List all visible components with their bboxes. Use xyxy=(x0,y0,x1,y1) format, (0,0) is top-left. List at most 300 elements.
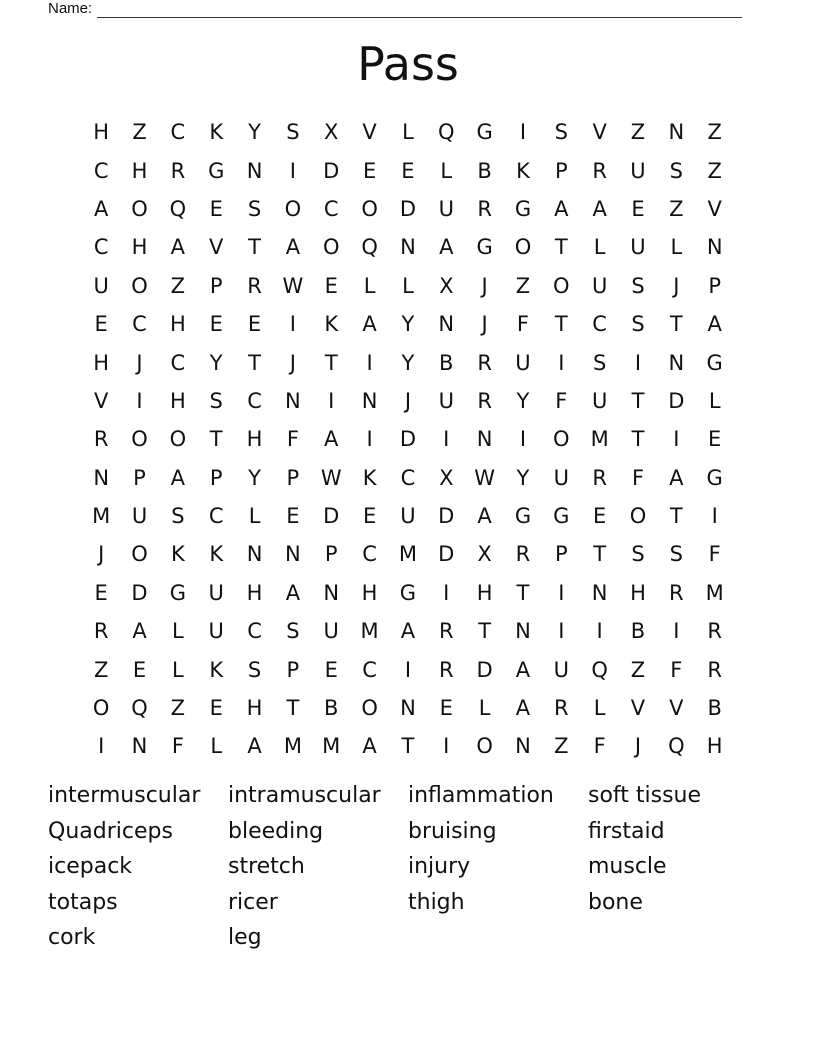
grid-letter: X xyxy=(439,273,454,298)
grid-letter: C xyxy=(208,504,224,529)
grid-letter: A xyxy=(362,312,377,337)
grid-letter: S xyxy=(247,657,262,682)
grid-letter: L xyxy=(363,273,376,298)
grid-letter: A xyxy=(477,504,492,529)
grid-letter: U xyxy=(438,196,454,221)
grid-letter: O xyxy=(361,696,378,721)
word-bank xyxy=(48,778,768,956)
grid-letter: R xyxy=(669,580,684,605)
grid-letter: Q xyxy=(361,235,378,260)
grid-letter: Z xyxy=(515,273,531,298)
grid-letter: H xyxy=(169,388,186,413)
grid-letter: C xyxy=(592,312,607,337)
grid-letter: S xyxy=(247,196,262,221)
grid-letter: Q xyxy=(438,120,455,145)
grid-letter: U xyxy=(93,273,109,298)
grid-letter: K xyxy=(209,657,224,682)
grid-letter: T xyxy=(516,580,530,605)
grid-letter: R xyxy=(93,619,109,644)
grid-letter: W xyxy=(474,465,495,490)
grid-letter: Z xyxy=(170,696,186,721)
grid-letter: F xyxy=(631,465,645,490)
grid-letter: E xyxy=(439,696,453,721)
grid-row xyxy=(82,113,734,151)
grid-letter: I xyxy=(98,734,105,759)
word-bank-item: bruising xyxy=(408,818,497,844)
word-bank-item: inflammation xyxy=(408,783,554,808)
grid-letter: O xyxy=(131,273,148,298)
grid-letter: T xyxy=(554,235,568,260)
grid-letter: E xyxy=(247,312,262,337)
grid-letter: E xyxy=(286,504,300,529)
grid-letter: O xyxy=(629,504,647,529)
grid-letter: J xyxy=(481,273,488,298)
grid-letter: T xyxy=(324,350,338,375)
grid-letter: R xyxy=(477,350,492,375)
grid-letter: G xyxy=(169,580,186,605)
grid-letter: N xyxy=(476,427,493,452)
grid-letter: D xyxy=(131,580,148,605)
grid-letter: I xyxy=(289,312,296,337)
grid-letter: E xyxy=(209,196,223,221)
grid-letter: C xyxy=(362,542,377,567)
grid-letter: B xyxy=(707,696,722,721)
grid-letter: Z xyxy=(554,734,569,759)
grid-letter: I xyxy=(443,734,450,759)
grid-letter: P xyxy=(324,542,338,567)
grid-letter: H xyxy=(706,734,723,759)
word-bank-item: soft tissue xyxy=(588,783,702,808)
grid-letter: A xyxy=(515,696,531,721)
grid-letter: A xyxy=(592,196,607,221)
grid-letter: H xyxy=(361,580,378,605)
grid-letter: J xyxy=(98,542,105,567)
grid-letter: E xyxy=(132,657,147,682)
grid-letter: D xyxy=(668,388,685,413)
grid-letter: N xyxy=(131,734,148,759)
grid-letter: O xyxy=(131,542,148,567)
grid-letter: R xyxy=(707,657,722,682)
grid-letter: C xyxy=(132,312,147,337)
grid-letter: C xyxy=(400,465,416,490)
grid-letter: J xyxy=(634,734,642,759)
grid-letter: N xyxy=(515,619,531,644)
grid-letter: Z xyxy=(93,657,109,682)
grid-letter: N xyxy=(93,465,110,490)
grid-letter: M xyxy=(92,504,111,529)
grid-letter: W xyxy=(282,273,304,298)
grid-letter: A xyxy=(439,235,454,260)
grid-letter: I xyxy=(673,619,680,644)
word-bank-item: ricer xyxy=(228,889,278,915)
grid-letter: Z xyxy=(707,158,722,183)
grid-letter: E xyxy=(362,158,377,183)
grid-letter: I xyxy=(558,350,565,375)
grid-letter: K xyxy=(362,465,377,490)
grid-letter: C xyxy=(323,196,339,221)
grid-letter: Q xyxy=(591,657,608,682)
grid-letter: A xyxy=(93,196,109,221)
grid-letter: N xyxy=(668,120,685,145)
grid-letter: I xyxy=(443,580,450,605)
grid-letter: P xyxy=(286,657,300,682)
grid-letter: E xyxy=(209,696,223,721)
grid-letter: I xyxy=(366,350,373,375)
grid-letter: B xyxy=(324,696,339,721)
grid-letter: S xyxy=(631,542,645,567)
grid-letter: N xyxy=(361,388,378,413)
grid-letter: I xyxy=(404,657,412,682)
name-underline xyxy=(97,1,742,18)
grid-letter: T xyxy=(248,235,261,260)
grid-letter: B xyxy=(439,350,454,375)
grid-letter: L xyxy=(172,619,184,644)
grid-letter: U xyxy=(553,465,569,490)
grid-letter: O xyxy=(284,196,302,221)
grid-letter: G xyxy=(706,465,723,490)
grid-letter: R xyxy=(592,465,607,490)
grid-letter: E xyxy=(631,196,645,221)
grid-letter: N xyxy=(285,388,301,413)
grid-letter: H xyxy=(93,350,110,375)
grid-letter: H xyxy=(246,580,263,605)
grid-letter: R xyxy=(554,696,569,721)
grid-letter: T xyxy=(593,542,607,567)
grid-letter: T xyxy=(554,312,568,337)
grid-letter: R xyxy=(477,196,492,221)
grid-letter: H xyxy=(131,158,148,183)
grid-letter: U xyxy=(591,273,608,298)
grid-letter: O xyxy=(131,196,148,221)
grid-letter: X xyxy=(439,465,454,490)
grid-letter: J xyxy=(289,350,296,375)
grid-letter: Z xyxy=(630,120,646,145)
grid-letter: Y xyxy=(401,312,415,337)
grid-letter: T xyxy=(209,427,223,452)
grid-row xyxy=(82,574,734,612)
grid-letter: L xyxy=(172,657,184,682)
grid-letter: A xyxy=(669,465,684,490)
grid-letter: T xyxy=(631,388,645,413)
grid-letter: U xyxy=(131,504,148,529)
grid-letter: K xyxy=(324,312,339,337)
grid-letter: I xyxy=(673,427,680,452)
grid-letter: I xyxy=(136,388,143,413)
grid-letter: T xyxy=(248,350,261,375)
grid-letter: A xyxy=(170,465,186,490)
grid-letter: X xyxy=(324,120,339,145)
grid-letter: G xyxy=(514,196,532,221)
grid-letter: N xyxy=(246,542,263,567)
grid-letter: C xyxy=(362,657,377,682)
grid-letter: R xyxy=(438,657,454,682)
grid-letter: A xyxy=(285,235,301,260)
grid-row xyxy=(82,420,734,458)
grid-letter: G xyxy=(399,580,417,605)
grid-letter: X xyxy=(477,542,492,567)
grid-letter: L xyxy=(478,696,491,721)
grid-letter: L xyxy=(402,120,414,145)
grid-letter: B xyxy=(630,619,646,644)
grid-letter: R xyxy=(707,619,722,644)
grid-row xyxy=(82,727,734,765)
grid-letter: M xyxy=(705,580,724,605)
grid-letter: L xyxy=(440,158,453,183)
grid-letter: A xyxy=(362,734,377,759)
grid-letter: W xyxy=(320,465,342,490)
grid-letter: J xyxy=(404,388,412,413)
grid-letter: V xyxy=(362,120,377,145)
grid-row xyxy=(82,190,734,228)
grid-letter: C xyxy=(247,619,262,644)
grid-letter: G xyxy=(514,504,532,529)
grid-letter: O xyxy=(553,273,570,298)
grid-letter: P xyxy=(209,465,223,490)
grid-letter: Z xyxy=(707,120,722,145)
grid-letter: K xyxy=(170,542,185,567)
grid-letter: T xyxy=(669,504,683,529)
grid-row xyxy=(82,382,734,420)
grid-letter: A xyxy=(247,734,262,759)
grid-letter: S xyxy=(669,542,683,567)
grid-letter: T xyxy=(478,619,492,644)
grid-letter: P xyxy=(133,465,146,490)
grid-letter: I xyxy=(596,619,603,644)
grid-letter: J xyxy=(673,273,680,298)
grid-letter: R xyxy=(93,427,109,452)
grid-letter: Y xyxy=(516,388,530,413)
grid-letter: H xyxy=(93,120,110,145)
grid-letter: L xyxy=(708,388,721,413)
grid-letter: I xyxy=(634,350,642,375)
grid-letter: H xyxy=(246,427,263,452)
grid-letter: A xyxy=(170,235,186,260)
word-bank-item: injury xyxy=(408,854,471,880)
grid-letter: Y xyxy=(248,120,261,145)
grid-letter: O xyxy=(131,427,148,452)
grid-letter: P xyxy=(554,158,568,183)
grid-letter: M xyxy=(398,542,417,567)
grid-letter: H xyxy=(630,580,646,605)
grid-letter: H xyxy=(476,580,493,605)
grid-letter: T xyxy=(631,427,645,452)
grid-letter: D xyxy=(323,504,340,529)
grid-letter: I xyxy=(711,504,718,529)
grid-letter: K xyxy=(516,158,530,183)
grid-letter: D xyxy=(399,427,416,452)
grid-letter: N xyxy=(323,580,340,605)
grid-letter: N xyxy=(246,158,263,183)
grid-letter: U xyxy=(515,350,531,375)
grid-letter: U xyxy=(438,388,454,413)
grid-letter: J xyxy=(136,350,143,375)
grid-letter: P xyxy=(708,273,721,298)
grid-letter: N xyxy=(515,734,531,759)
grid-letter: R xyxy=(247,273,262,298)
grid-letter: Z xyxy=(132,120,147,145)
grid-letter: V xyxy=(209,235,224,260)
grid-letter: L xyxy=(670,235,683,260)
grid-letter: E xyxy=(593,504,607,529)
grid-letter: S xyxy=(554,120,568,145)
grid-letter: S xyxy=(209,388,223,413)
grid-letter: O xyxy=(476,734,493,759)
grid-letter: M xyxy=(283,734,302,759)
word-bank-item: cork xyxy=(48,925,96,951)
grid-letter: N xyxy=(668,350,685,375)
grid-letter: V xyxy=(707,196,722,221)
grid-letter: S xyxy=(592,350,607,375)
grid-letter: J xyxy=(481,312,488,337)
grid-letter: R xyxy=(477,388,492,413)
grid-letter: N xyxy=(400,696,416,721)
grid-letter: L xyxy=(402,273,414,298)
grid-letter: Q xyxy=(169,196,187,221)
grid-letter: K xyxy=(209,542,224,567)
grid-letter: B xyxy=(477,158,492,183)
grid-letter: G xyxy=(476,120,493,145)
grid-letter: N xyxy=(400,235,416,260)
grid-letter: C xyxy=(170,350,186,375)
word-bank-item: muscle xyxy=(588,854,667,880)
grid-letter: Q xyxy=(131,696,148,721)
grid-letter: L xyxy=(210,734,223,759)
grid-letter: O xyxy=(361,196,378,221)
grid-letter: E xyxy=(209,312,223,337)
grid-row xyxy=(82,459,734,497)
grid-letter: A xyxy=(554,196,569,221)
grid-letter: E xyxy=(708,427,722,452)
word-bank-item: firstaid xyxy=(588,818,665,844)
word-bank-item: leg xyxy=(228,925,262,951)
grid-letter: H xyxy=(169,312,186,337)
grid-letter: Z xyxy=(669,196,684,221)
grid-letter: I xyxy=(443,427,450,452)
grid-letter: O xyxy=(169,427,187,452)
grid-row xyxy=(82,305,734,343)
grid-letter: R xyxy=(592,158,607,183)
grid-letter: S xyxy=(669,158,683,183)
grid-letter: T xyxy=(669,312,683,337)
grid-letter: F xyxy=(555,388,568,413)
word-bank-item: totaps xyxy=(48,889,118,915)
grid-letter: F xyxy=(593,734,606,759)
grid-letter: U xyxy=(630,235,646,260)
page-title: Pass xyxy=(357,37,459,91)
grid-letter: D xyxy=(399,196,416,221)
grid-letter: G xyxy=(208,158,225,183)
name-label: Name: xyxy=(48,0,93,17)
grid-letter: U xyxy=(400,504,416,529)
grid-letter: C xyxy=(170,120,186,145)
grid-letter: V xyxy=(592,120,607,145)
grid-letter: D xyxy=(438,542,455,567)
grid-row xyxy=(82,343,734,381)
grid-letter: Q xyxy=(668,734,685,759)
grid-letter: N xyxy=(438,312,455,337)
grid-letter: O xyxy=(92,696,110,721)
grid-letter: V xyxy=(630,696,646,721)
grid-letter: M xyxy=(590,427,609,452)
grid-letter: S xyxy=(631,273,645,298)
grid-letter: C xyxy=(93,235,109,260)
name-field xyxy=(48,0,742,18)
grid-letter: H xyxy=(246,696,263,721)
grid-row xyxy=(82,267,734,305)
grid-letter: E xyxy=(324,273,338,298)
grid-letter: N xyxy=(285,542,301,567)
grid-letter: I xyxy=(558,580,565,605)
grid-row xyxy=(82,535,734,573)
grid-letter: F xyxy=(670,657,683,682)
grid-letter: G xyxy=(553,504,570,529)
grid-letter: E xyxy=(324,657,338,682)
grid-letter: C xyxy=(247,388,262,413)
grid-letter: L xyxy=(248,504,261,529)
grid-letter: A xyxy=(515,657,531,682)
word-bank-item: intramuscular xyxy=(228,783,381,808)
grid-letter: S xyxy=(171,504,185,529)
grid-letter: S xyxy=(631,312,645,337)
grid-row xyxy=(82,151,734,189)
grid-letter: U xyxy=(553,657,569,682)
grid-row xyxy=(82,650,734,688)
grid-letter: D xyxy=(438,504,455,529)
grid-row xyxy=(82,612,734,650)
grid-letter: U xyxy=(208,580,224,605)
grid-letter: I xyxy=(289,158,296,183)
grid-letter: S xyxy=(286,120,300,145)
grid-letter: M xyxy=(360,619,379,644)
grid-letter: E xyxy=(94,312,108,337)
grid-letter: P xyxy=(554,542,568,567)
grid-letter: K xyxy=(209,120,224,145)
grid-letter: U xyxy=(323,619,339,644)
grid-letter: F xyxy=(708,542,721,567)
word-bank-item: Quadriceps xyxy=(48,818,173,844)
grid-letter: U xyxy=(630,158,646,183)
grid-letter: R xyxy=(438,619,454,644)
grid-letter: F xyxy=(171,734,184,759)
grid-letter: U xyxy=(208,619,224,644)
grid-row xyxy=(82,497,734,535)
grid-row xyxy=(82,689,734,727)
grid-letter: D xyxy=(323,158,340,183)
grid-letter: F xyxy=(286,427,299,452)
grid-letter: L xyxy=(593,696,606,721)
grid-letter: Z xyxy=(170,273,186,298)
word-bank-item: thigh xyxy=(408,889,465,915)
grid-letter: G xyxy=(476,235,493,260)
grid-letter: Y xyxy=(209,350,223,375)
grid-letter: F xyxy=(516,312,529,337)
grid-letter: E xyxy=(94,580,108,605)
grid-letter: I xyxy=(519,120,527,145)
grid-letter: M xyxy=(322,734,341,759)
grid-letter: L xyxy=(593,235,606,260)
grid-letter: P xyxy=(209,273,223,298)
grid-letter: A xyxy=(707,312,722,337)
grid-letter: Y xyxy=(248,465,261,490)
grid-letter: E xyxy=(362,504,377,529)
grid-letter: A xyxy=(285,580,301,605)
grid-row xyxy=(82,228,734,266)
grid-letter: O xyxy=(553,427,570,452)
grid-letter: S xyxy=(286,619,300,644)
grid-letter: U xyxy=(591,388,608,413)
grid-letter: D xyxy=(476,657,493,682)
grid-letter: C xyxy=(93,158,109,183)
